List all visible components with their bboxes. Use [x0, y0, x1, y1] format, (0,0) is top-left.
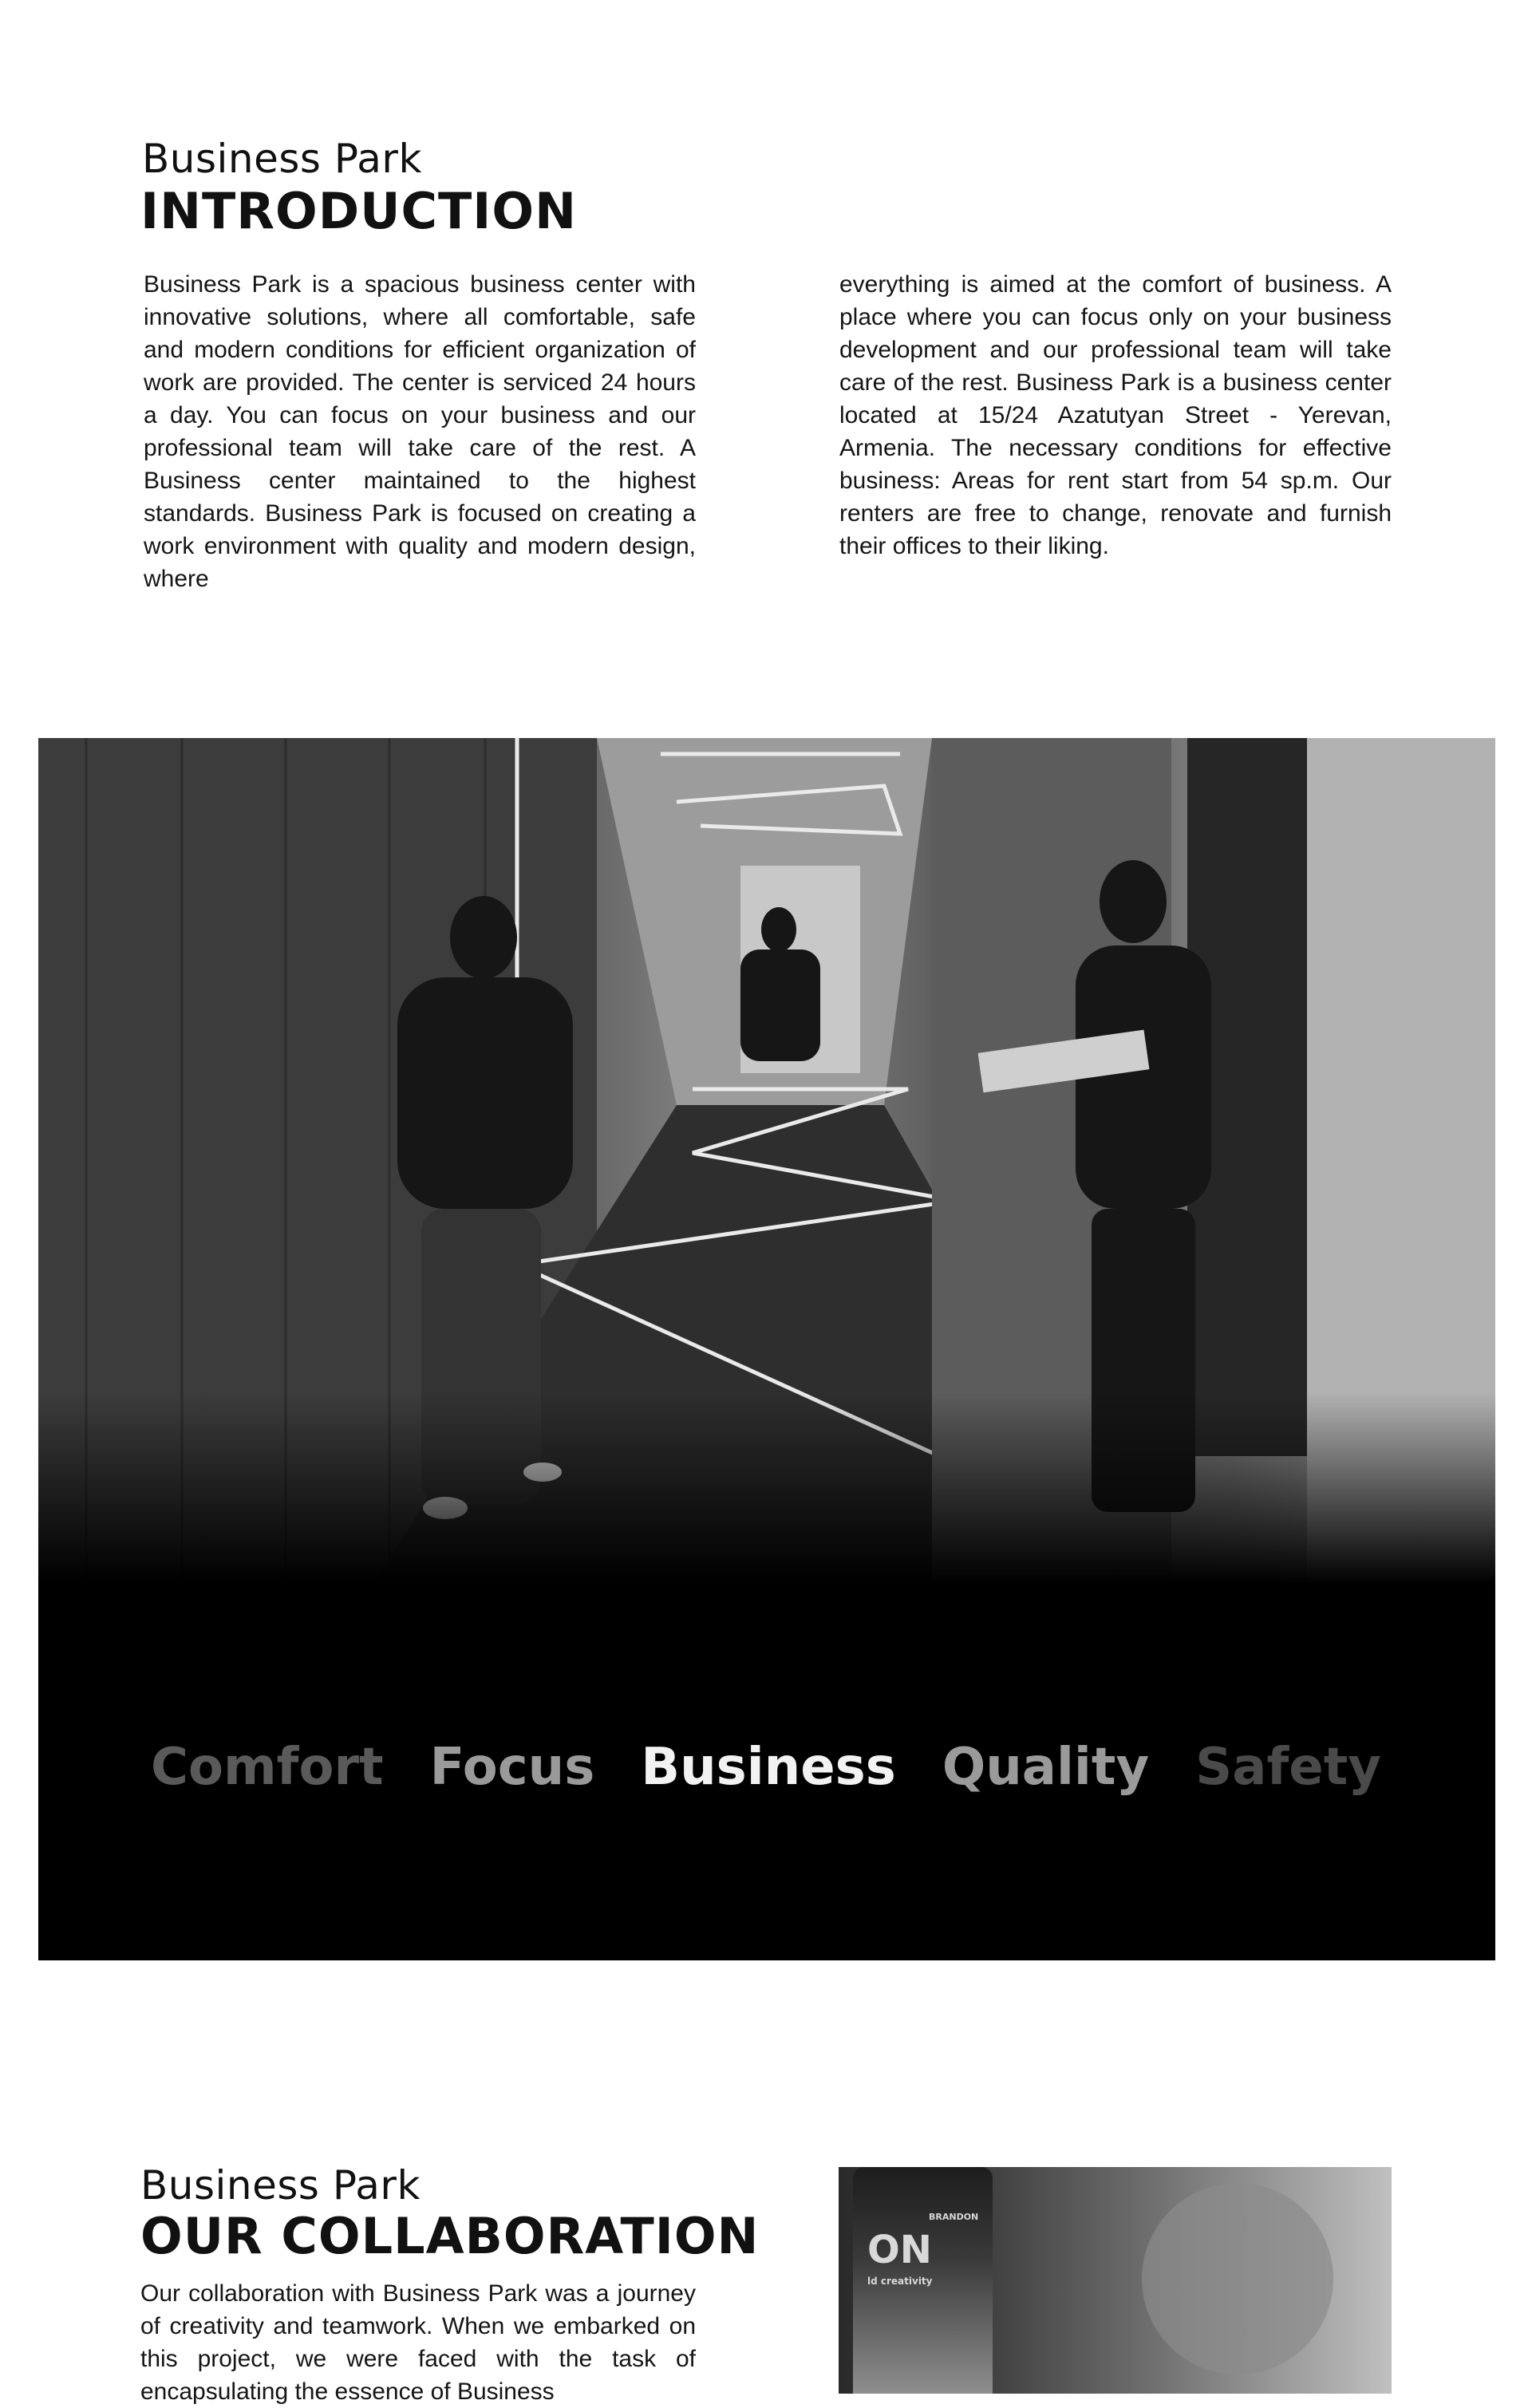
value-word: Safety	[1195, 1738, 1381, 1797]
intro-title: INTRODUCTION	[140, 182, 577, 240]
intro-eyebrow: Business Park	[142, 136, 422, 182]
collab-eyebrow: Business Park	[140, 2162, 421, 2209]
value-word: Focus	[429, 1738, 595, 1797]
collaboration-photo	[839, 2167, 1392, 2394]
hand-shape	[1142, 2183, 1333, 2374]
value-word: Quality	[942, 1738, 1150, 1797]
bottle-label	[853, 2199, 993, 2295]
bottle-big-text: ON	[867, 2228, 932, 2272]
collab-title: OUR COLLABORATION	[140, 2207, 760, 2265]
photo-fade-overlay	[38, 1392, 1495, 1584]
intro-column-left: Business Park is a spacious business center with innovative solutions, where all comfortable, safe and modern conditions for efficient organization of work are provided. The center is serviced 24 hours a day. You can focus on your business and our professional team will take care of the rest. A Business center maintained to the highest standards. Business Park is focused on creating a work environment with quality and modern design, where	[144, 271, 696, 592]
value-word: Business	[641, 1738, 896, 1797]
bottle-sub-text: ld creativity	[867, 2276, 933, 2287]
value-word: Comfort	[151, 1738, 384, 1797]
bottle-brand: BRANDON	[929, 2212, 979, 2222]
collab-body: Our collaboration with Business Park was a journey of creativity and teamwork. When we embarked on this project, we were faced with the task of encapsulating the essence of Business	[140, 2280, 696, 2405]
introduction-section	[0, 0, 1532, 702]
intro-column-right: everything is aimed at the comfort of business. A place where you can focus only on your business development and our professional team will take care of the rest. Business Park is a business center located at 15/24 Azatutyan Street - Yerevan, Armenia. The necessary conditions for effective business: Areas for rent start from 54 sp.m. Our renters are free to change, renovate and furnish their offices to their liking.	[839, 271, 1392, 559]
values-row	[0, 1731, 1532, 1803]
